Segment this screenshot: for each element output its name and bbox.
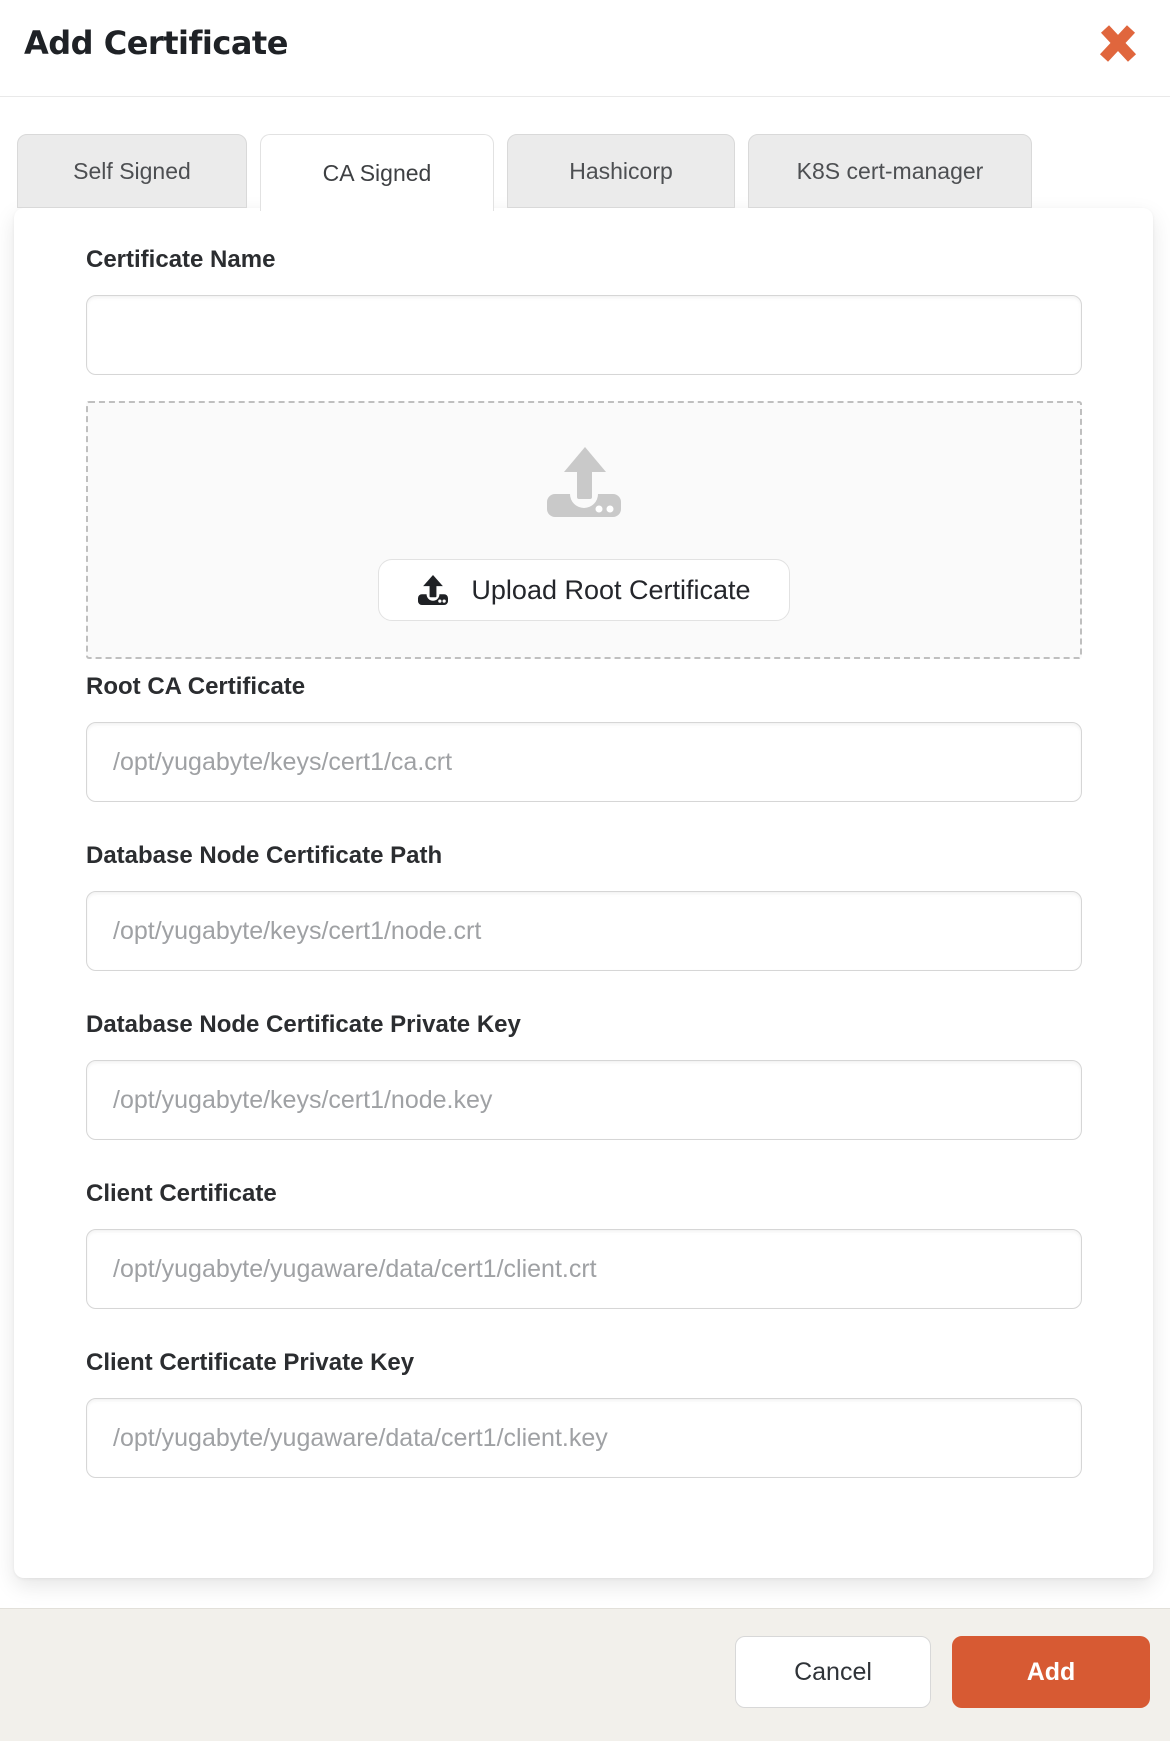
add-button[interactable]: Add: [952, 1636, 1150, 1708]
form-card: [14, 208, 1153, 1578]
database-node-certificate-private-key-input[interactable]: [86, 1060, 1082, 1140]
tab-bar: [17, 134, 1170, 208]
modal-footer: [0, 1608, 1170, 1741]
field-root-ca-certificate: [86, 673, 1082, 802]
close-icon: [1098, 23, 1138, 63]
cancel-button[interactable]: Cancel: [735, 1636, 931, 1708]
modal-title: Add Certificate: [24, 24, 288, 62]
root-ca-certificate-label: Root CA Certificate: [86, 673, 306, 700]
upload-root-certificate-button[interactable]: [378, 559, 789, 621]
field-certificate-name: [86, 246, 1082, 375]
upload-button-label: Upload Root Certificate: [471, 574, 751, 605]
client-certificate-label: Client Certificate: [86, 1180, 277, 1207]
database-node-certificate-path-label: Database Node Certificate Path: [86, 842, 443, 869]
tab-ca-signed[interactable]: CA Signed: [260, 134, 494, 211]
tab-k8s-cert-manager[interactable]: K8S cert-manager: [748, 134, 1032, 208]
close-button[interactable]: [1094, 19, 1142, 67]
field-client-certificate: [86, 1180, 1082, 1309]
upload-icon: [547, 447, 621, 517]
field-database-node-certificate-path: [86, 842, 1082, 971]
client-certificate-private-key-input[interactable]: [86, 1398, 1082, 1478]
root-ca-certificate-input[interactable]: [86, 722, 1082, 802]
tab-hashicorp[interactable]: Hashicorp: [507, 134, 735, 208]
tab-self-signed[interactable]: Self Signed: [17, 134, 247, 208]
field-client-certificate-private-key: [86, 1349, 1082, 1478]
certificate-name-label: Certificate Name: [86, 246, 276, 273]
certificate-name-input[interactable]: [86, 295, 1082, 375]
upload-icon: [417, 575, 449, 605]
database-node-certificate-path-input[interactable]: [86, 891, 1082, 971]
field-database-node-certificate-private-key: [86, 1011, 1082, 1140]
upload-dropzone[interactable]: [86, 401, 1082, 659]
modal-header: [0, 0, 1170, 97]
client-certificate-input[interactable]: [86, 1229, 1082, 1309]
database-node-certificate-private-key-label: Database Node Certificate Private Key: [86, 1011, 521, 1038]
client-certificate-private-key-label: Client Certificate Private Key: [86, 1349, 415, 1376]
